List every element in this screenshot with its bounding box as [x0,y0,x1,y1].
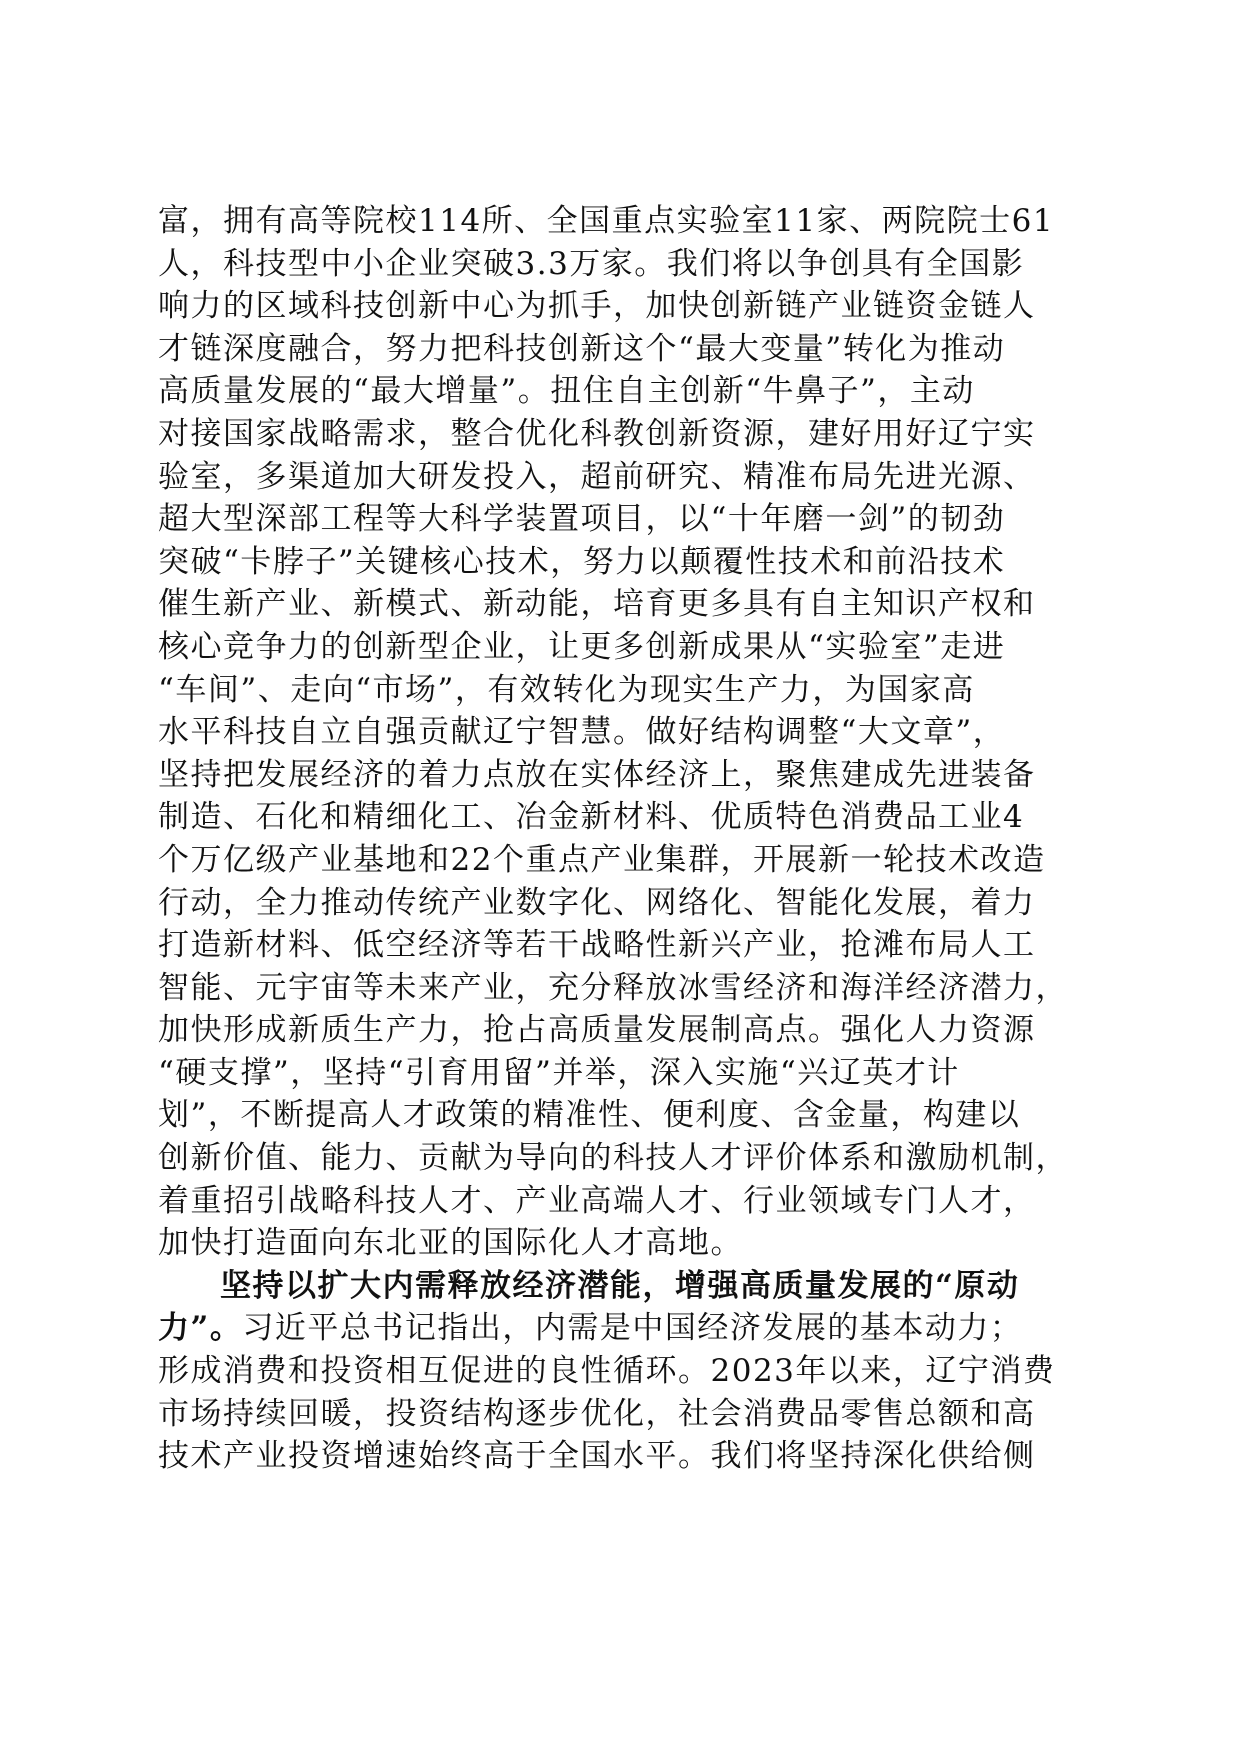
text-line: 高质量发展的“最大增量”。扭住自主创新“牛鼻子”，主动 [158,373,975,410]
section-heading-end: 力”。 [158,1310,243,1347]
text-line: “车间”、走向“市场”，有效转化为现实生产力，为国家高 [158,671,975,708]
text-line: 加快打造面向东北亚的国际化人才高地。 [158,1225,743,1262]
text-line [158,1307,1088,1350]
text-line: 加快形成新质生产力，抢占高质量发展制高点。强化人力资源 [158,1012,1036,1049]
text-line: 突破“卡脖子”关键核心技术，努力以颠覆性技术和前沿技术 [158,543,1006,580]
text-line: 核心竞争力的创新型企业，让更多创新成果从“实验室”走进 [158,628,1006,665]
text-line: 打造新材料、低空经济等若干战略性新兴产业，抢滩布局人工 [158,927,1036,964]
body-text [158,200,1088,1478]
text-line: 水平科技自立自强贡献辽宁智慧。做好结构调整“大文章”， [158,714,1006,751]
text-line: 催生新产业、新模式、新动能，培育更多具有自主知识产权和 [158,586,1036,623]
text-line: 智能、元宇宙等未来产业，充分释放冰雪经济和海洋经济潜力， [158,969,1068,1006]
text-line: 市场持续回暖，投资结构逐步优化，社会消费品零售总额和高 [158,1395,1036,1432]
text-line: 着重招引战略科技人才、产业高端人才、行业领域专门人才， [158,1182,1036,1219]
text-line: 划”，不断提高人才政策的精准性、便利度、含金量，构建以 [158,1097,1021,1134]
text-line: “硬支撑”，坚持“引育用留”并举，深入实施“兴辽英才计 [158,1054,960,1091]
text-line: 对接国家战略需求，整合优化科教创新资源，建好用好辽宁实 [158,415,1036,452]
text-line: 创新价值、能力、贡献为导向的科技人才评价体系和激励机制， [158,1140,1068,1177]
text-line: 超大型深部工程等大科学装置项目，以“十年磨一剑”的韧劲 [158,501,1006,538]
text-line: 响力的区域科技创新中心为抓手，加快创新链产业链资金链人 [158,288,1036,325]
text-span: 习近平总书记指出，内需是中国经济发展的基本动力； [242,1310,1023,1347]
text-line: 个万亿级产业基地和22个重点产业集群，开展新一轮技术改造 [158,841,1046,878]
text-line: 才链深度融合，努力把科技创新这个“最大变量”转化为推动 [158,330,1006,367]
text-line: 行动，全力推动传统产业数字化、网络化、智能化发展，着力 [158,884,1036,921]
text-line: 技术产业投资增速始终高于全国水平。我们将坚持深化供给侧 [158,1438,1036,1475]
text-line: 形成消费和投资相互促进的良性循环。2023年以来，辽宁消费 [158,1353,1056,1390]
text-line: 验室，多渠道加大研发投入，超前研究、精准布局先进光源、 [158,458,1036,495]
section-heading: 坚持以扩大内需释放经济潜能，增强高质量发展的“原动 [220,1267,1020,1304]
text-line: 人，科技型中小企业突破3.3万家。我们将以争创具有全国影 [158,245,1025,282]
text-line: 富，拥有高等院校114所、全国重点实验室11家、两院院士61 [158,203,1055,239]
text-line: 坚持把发展经济的着力点放在实体经济上，聚焦建成先进装备 [158,756,1036,793]
text-line: 制造、石化和精细化工、冶金新材料、优质特色消费品工业4 [158,799,1025,836]
